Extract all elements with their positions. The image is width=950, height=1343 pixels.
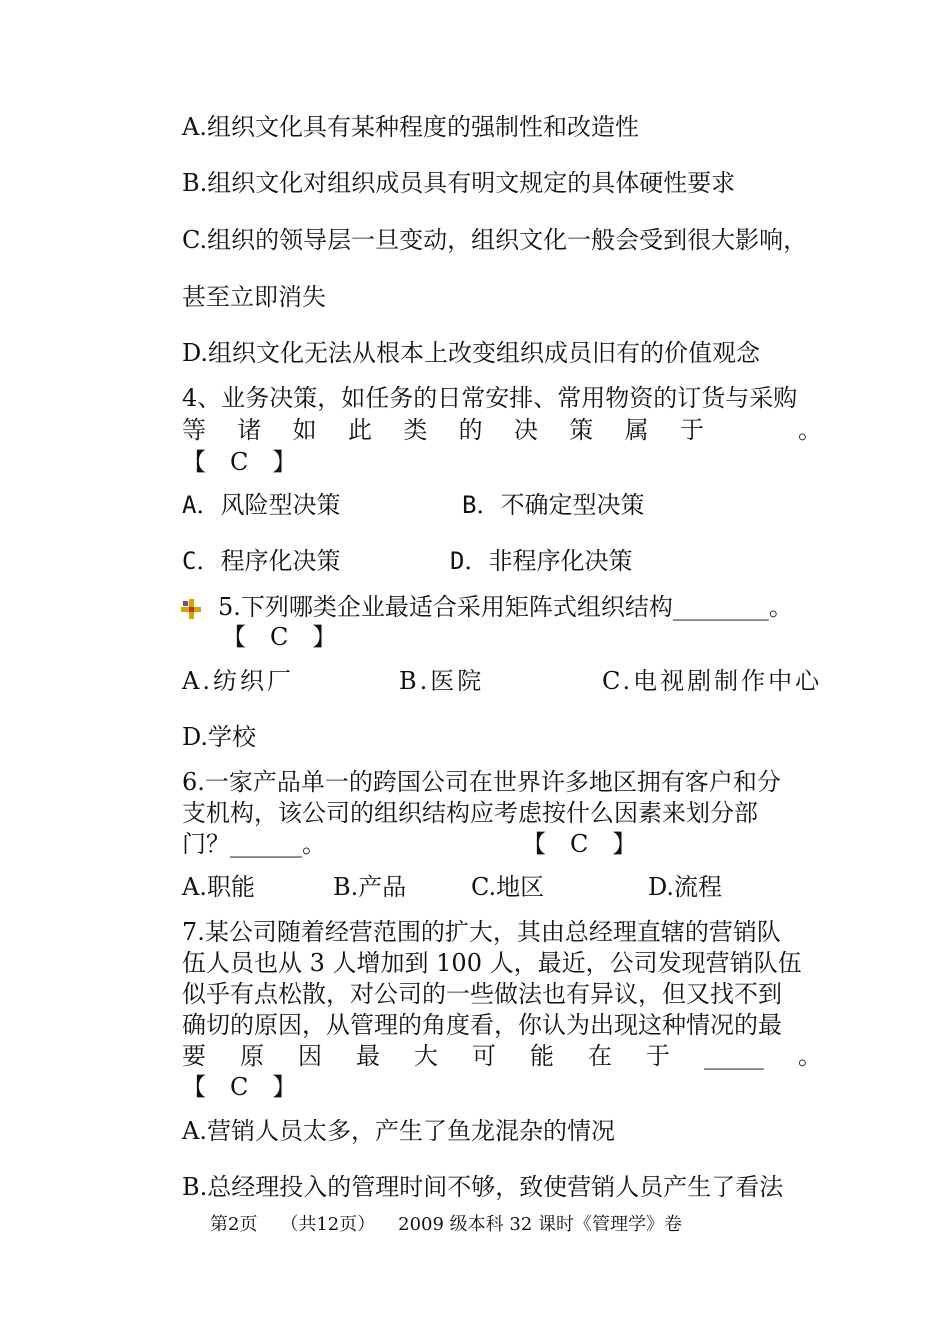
q3-option-c-line1: C.组织的领导层一旦变动，组织文化一般会受到很大影响， <box>182 226 808 254</box>
q4-word: 此 <box>347 416 372 444</box>
q6-answer: 【 C 】 <box>522 830 637 858</box>
q6-stem-line3: 门？______。 <box>182 830 326 858</box>
q4-word: 。 <box>797 416 822 444</box>
q7-option-b: B.总经理投入的管理时间不够，致使营销人员产生了看法 <box>182 1173 784 1201</box>
q4-option-b: B．不确定型决策 <box>462 491 645 519</box>
q7-word: 可 <box>472 1042 496 1070</box>
q3-option-b: B.组织文化对组织成员具有明文规定的具体硬性要求 <box>182 169 736 197</box>
q6-stem-line2: 支机构，该公司的组织结构应考虑按什么因素来划分部 <box>182 799 758 827</box>
q4-stem-line1: 4、业务决策，如任务的日常安排、常用物资的订货与采购 <box>182 384 798 412</box>
q7-stem-line2: 伍人员也从 3 人增加到 100 人，最近，公司发现营销队伍 <box>182 949 802 977</box>
q7-word: 最 <box>356 1042 380 1070</box>
q7-word: 于 <box>646 1042 670 1070</box>
q7-stem-line1: 7.某公司随着经营范围的扩大，其由总经理直辖的营销队 <box>182 918 781 946</box>
q7-word: 要 <box>182 1042 206 1070</box>
q4-word: 决 <box>513 416 538 444</box>
q3-option-d: D.组织文化无法从根本上改变组织成员旧有的价值观念 <box>182 339 761 367</box>
q7-stem-line5 <box>182 1041 822 1071</box>
q6-option-b: B.产品 <box>333 873 407 901</box>
q3-option-a: A.组织文化具有某种程度的强制性和改造性 <box>182 113 639 141</box>
q4-word: 等 <box>182 416 206 444</box>
q4-word: 的 <box>458 416 483 444</box>
q6-stem-line1: 6.一家产品单一的跨国公司在世界许多地区拥有客户和分 <box>182 768 781 796</box>
q4-option-c: C．程序化决策 <box>182 547 341 575</box>
q6-option-c: C.地区 <box>471 873 545 901</box>
q4-answer: 【 C 】 <box>182 448 297 476</box>
page-footer <box>210 1213 682 1237</box>
q4-word: 属 <box>624 416 649 444</box>
q4-option-d: D．非程序化决策 <box>450 547 633 575</box>
footer-title: 2009 级本科 32 课时《管理学》卷 <box>398 1214 683 1235</box>
q4-word: 类 <box>403 416 428 444</box>
q7-word: _____ <box>704 1042 764 1070</box>
q4-word: 策 <box>569 416 594 444</box>
q6-option-d: D.流程 <box>648 873 723 901</box>
q5-option-d: D.学校 <box>182 723 257 751</box>
q4-word: 如 <box>292 416 317 444</box>
q7-option-a: A.营销人员太多，产生了鱼龙混杂的情况 <box>182 1117 615 1145</box>
q5-option-a: A.纺织厂 <box>182 667 294 695</box>
q4-option-a: A．风险型决策 <box>182 491 341 519</box>
q5-option-c: C.电视剧制作中心 <box>602 667 823 695</box>
q7-word: 因 <box>298 1042 322 1070</box>
q3-option-c-line2: 甚至立即消失 <box>182 283 326 311</box>
q7-answer: 【 C 】 <box>182 1073 297 1101</box>
q4-stem-line2 <box>182 415 822 445</box>
footer-total: （共12页） <box>280 1214 376 1235</box>
q7-word: 。 <box>798 1042 822 1070</box>
bullet-icon <box>180 598 202 620</box>
q5-option-b: B.医院 <box>399 667 485 695</box>
q7-word: 在 <box>588 1042 612 1070</box>
q7-word: 原 <box>240 1042 264 1070</box>
footer-page: 第2页 <box>210 1214 258 1235</box>
q7-stem-line4: 确切的原因，从管理的角度看，你认为出现这种情况的最 <box>182 1011 782 1039</box>
q7-word: 能 <box>530 1042 554 1070</box>
q4-word: 诸 <box>237 416 262 444</box>
q5-answer: 【 C 】 <box>222 623 337 651</box>
q5-stem: 5.下列哪类企业最适合采用矩阵式组织结构________。 <box>218 593 793 621</box>
q4-word: 于 <box>679 416 704 444</box>
q7-word: 大 <box>414 1042 438 1070</box>
q7-stem-line3: 似乎有点松散，对公司的一些做法也有异议，但又找不到 <box>182 980 782 1008</box>
q6-option-a: A.职能 <box>182 873 255 901</box>
